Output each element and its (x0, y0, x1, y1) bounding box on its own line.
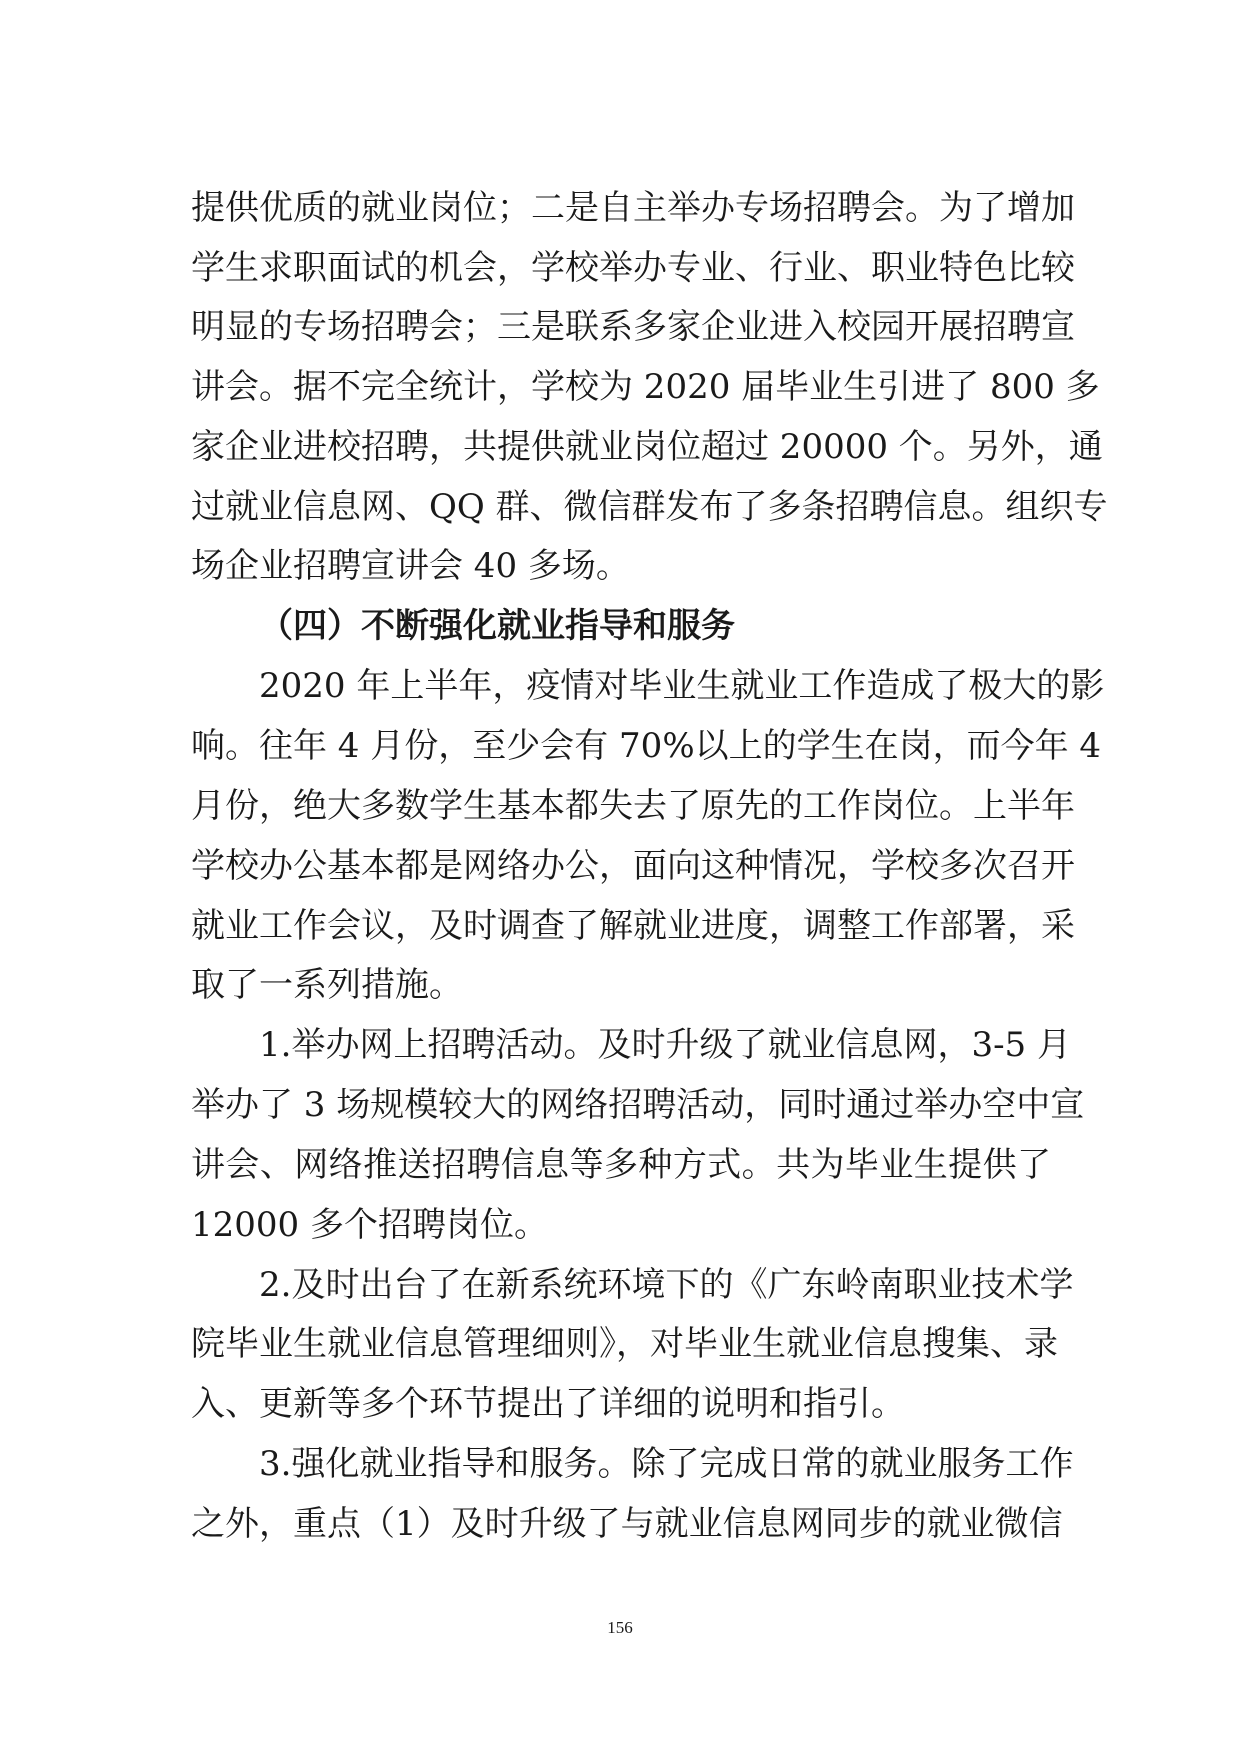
body-line: 就业工作会议，及时调查了解就业进度，调整工作部署，采 (191, 906, 1075, 946)
body-line: 1.举办网上招聘活动。及时升级了就业信息网，3-5 月 (259, 1025, 1071, 1065)
section-heading: （四）不断强化就业指导和服务 (259, 606, 735, 646)
body-line: 讲会。据不完全统计，学校为 2020 届毕业生引进了 800 多 (191, 367, 1100, 407)
body-line: 过就业信息网、QQ 群、微信群发布了多条招聘信息。组织专 (191, 487, 1108, 527)
body-line: 场企业招聘宣讲会 40 多场。 (191, 546, 630, 586)
body-line: 学生求职面试的机会，学校举办专业、行业、职业特色比较 (191, 248, 1075, 288)
body-line: 入、更新等多个环节提出了详细的说明和指引。 (191, 1384, 905, 1424)
body-line: 取了一系列措施。 (191, 965, 463, 1005)
body-line: 响。往年 4 月份，至少会有 70%以上的学生在岗，而今年 4 (191, 726, 1102, 766)
body-line: 学校办公基本都是网络办公，面向这种情况，学校多次召开 (191, 846, 1075, 886)
body-line: 之外，重点（1）及时升级了与就业信息网同步的就业微信 (191, 1504, 1063, 1544)
body-line: 2.及时出台了在新系统环境下的《广东岭南职业技术学 (259, 1265, 1074, 1305)
body-line: 讲会、网络推送招聘信息等多种方式。共为毕业生提供了 (191, 1145, 1051, 1185)
body-line: 2020 年上半年，疫情对毕业生就业工作造成了极大的影 (259, 666, 1105, 706)
body-line: 明显的专场招聘会；三是联系多家企业进入校园开展招聘宣 (191, 307, 1075, 347)
body-line: 家企业进校招聘，共提供就业岗位超过 20000 个。另外，通 (191, 427, 1103, 467)
body-line: 3.强化就业指导和服务。除了完成日常的就业服务工作 (259, 1444, 1074, 1484)
page-number: 156 (607, 1618, 633, 1637)
body-line: 月份，绝大多数学生基本都失去了原先的工作岗位。上半年 (191, 786, 1075, 826)
body-line: 提供优质的就业岗位；二是自主举办专场招聘会。为了增加 (191, 188, 1075, 228)
body-line: 院毕业生就业信息管理细则》，对毕业生就业信息搜集、录 (191, 1324, 1058, 1364)
body-line: 举办了 3 场规模较大的网络招聘活动，同时通过举办空中宣 (191, 1085, 1085, 1125)
body-line: 12000 多个招聘岗位。 (191, 1205, 548, 1245)
